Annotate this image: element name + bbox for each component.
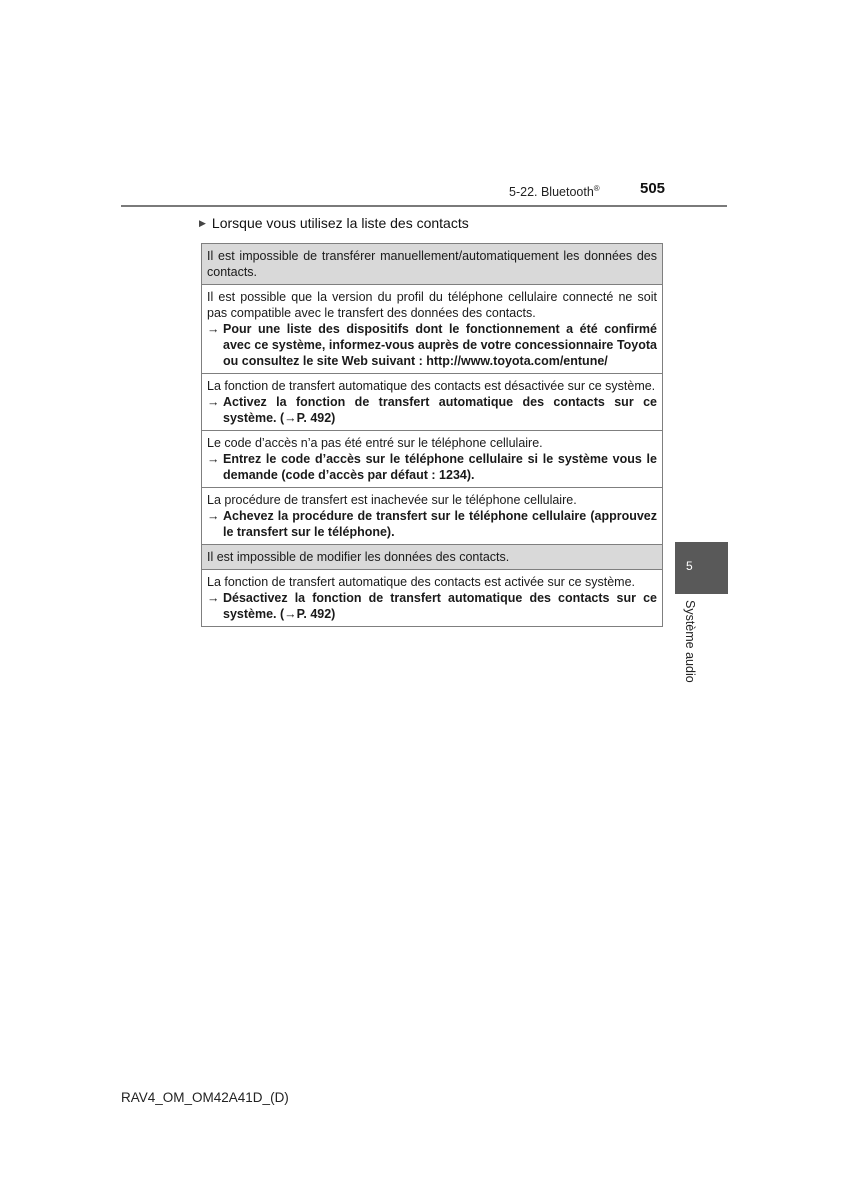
remedy	[207, 590, 657, 622]
cause-cell	[202, 285, 663, 374]
document-code: RAV4_OM_OM42A41D_(D)	[121, 1090, 289, 1105]
table-row	[202, 570, 663, 627]
table-row	[202, 431, 663, 488]
table-row	[202, 244, 663, 285]
arrow-icon: →	[207, 395, 220, 409]
cause-text: La procédure de transfert est inachevée sur le téléphone cellulaire.	[207, 493, 577, 507]
section-heading-text: Lorsque vous utilisez la liste des contacts	[211, 215, 469, 231]
remedy-text: Entrez le code d’accès sur le téléphone cellulaire si le système vous le demande (code d’accès par défaut : 1234).	[223, 452, 657, 482]
triangle-bullet-icon: ▶	[199, 218, 206, 228]
cause-text: La fonction de transfert automatique des contacts est désactivée sur ce système.	[207, 379, 656, 393]
cause-text: Il est possible que la version du profil du téléphone cellulaire connecté ne soit pas compatible avec le transfert des données des contacts.	[207, 290, 657, 320]
section-title-text: 5-22. Bluetooth	[509, 185, 594, 200]
arrow-icon: →	[207, 452, 220, 466]
arrow-icon: →	[207, 509, 220, 523]
table-row	[202, 545, 663, 570]
cause-cell	[202, 488, 663, 545]
remedy	[207, 508, 657, 540]
remedy	[207, 451, 657, 483]
troubleshooting-table	[201, 243, 663, 627]
cause-cell	[202, 570, 663, 627]
registered-mark: ®	[593, 184, 600, 193]
remedy-text: Pour une liste des dispositifs dont le fonctionnement a été confirmé avec ce système, informez-vous auprès de votre concessionnaire Toyota ou consultez le site Web suivant : http://www.toyota.com/entune/	[223, 322, 657, 368]
arrow-icon: →	[207, 322, 220, 336]
remedy-text: Achevez la procédure de transfert sur le téléphone cellulaire (approuvez le transfert sur le téléphone).	[223, 509, 657, 539]
arrow-icon: →	[207, 591, 220, 605]
page-number: 505	[640, 180, 666, 197]
remedy-text: Activez la fonction de transfert automatique des contacts sur ce système. (→P. 492)	[223, 395, 657, 425]
table-row	[202, 374, 663, 431]
section-title	[509, 184, 600, 199]
chapter-tab	[675, 542, 728, 594]
chapter-label: Système audio	[683, 600, 697, 683]
cause-text: Le code d’accès n’a pas été entré sur le téléphone cellulaire.	[207, 436, 543, 450]
table-row	[202, 285, 663, 374]
table-row	[202, 488, 663, 545]
symptom-cell: Il est impossible de transférer manuellement/automatiquement les données des contacts.	[202, 244, 663, 285]
header-divider	[121, 205, 727, 207]
symptom-cell: Il est impossible de modifier les données des contacts.	[202, 545, 663, 570]
cause-text: La fonction de transfert automatique des contacts est activée sur ce système.	[207, 575, 636, 589]
remedy	[207, 321, 657, 369]
remedy-text: Désactivez la fonction de transfert automatique des contacts sur ce système. (→P. 492)	[223, 591, 657, 621]
section-heading	[199, 215, 469, 231]
chapter-number: 5	[686, 559, 693, 573]
remedy	[207, 394, 657, 426]
cause-cell	[202, 374, 663, 431]
cause-cell	[202, 431, 663, 488]
